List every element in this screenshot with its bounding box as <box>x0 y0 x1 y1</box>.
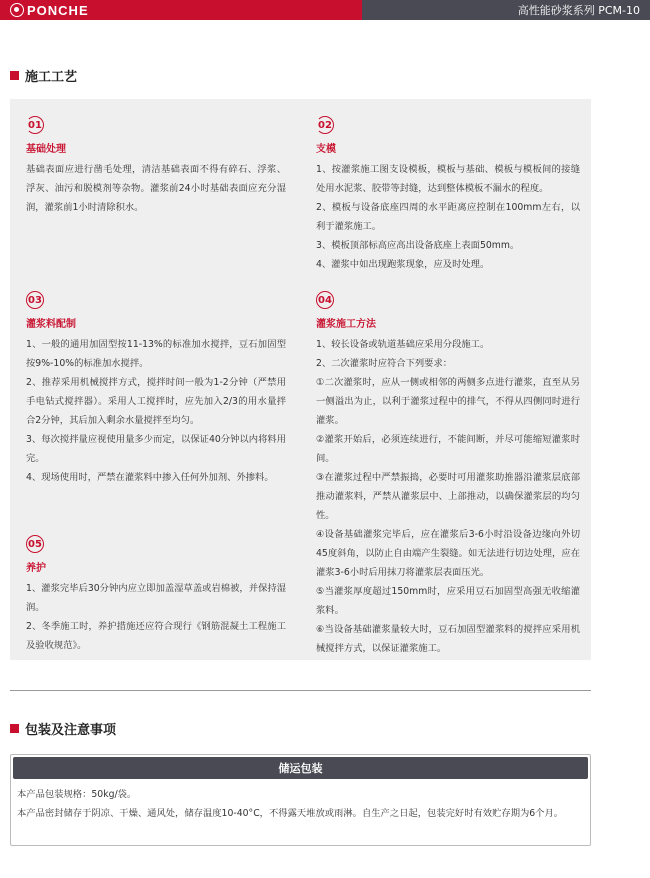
block-line: 基础表面应进行凿毛处理，清洁基础表面不得有碎石、浮浆、浮灰、油污和脱模剂等杂物。灌浆前24小时基础表面应充分湿润，灌浆前1小时清除积水。 <box>26 164 286 213</box>
block-text <box>26 160 286 217</box>
block-title: 基础处理 <box>26 144 66 155</box>
step-number-05: 05 <box>26 535 44 553</box>
block-title: 养护 <box>26 563 46 574</box>
block-curing <box>26 535 286 655</box>
block-grouting-method <box>316 291 580 658</box>
section-divider <box>10 690 591 691</box>
block-title: 支模 <box>316 144 336 155</box>
step-number-02: 02 <box>316 116 334 134</box>
block-line: 2、推荐采用机械搅拌方式，搅拌时间一般为1-2分钟（严禁用手电钻式搅拌器）。采用人工搅拌时，应先加入2/3的用水量拌合2分钟，其后加入剩余水量搅拌至均匀。 <box>26 377 286 426</box>
block-line: 2、二次灌浆时应符合下列要求： <box>316 358 453 369</box>
block-line: 1、灌浆完毕后30分钟内应立即加盖湿草盖或岩棉被，并保持湿润。 <box>26 583 286 613</box>
series-label: 高性能砂浆系列 PCM-10 <box>362 0 650 20</box>
block-line: 1、一般的通用加固型按11-13%的标准加水搅拌，豆石加固型按9%-10%的标准加水搅拌。 <box>26 339 286 369</box>
packaging-box-title: 储运包装 <box>13 757 588 779</box>
packaging-box <box>10 754 591 846</box>
section-square-icon <box>10 71 19 80</box>
block-line: 4、灌浆中如出现跑浆现象，应及时处理。 <box>316 259 490 270</box>
block-title: 灌浆施工方法 <box>316 319 376 330</box>
packaging-line: 本产品包装规格：50kg/袋。 <box>17 789 137 800</box>
block-line: ⑥当设备基础灌浆量较大时，豆石加固型灌浆料的搅拌应采用机械搅拌方式，以保证灌浆施工。 <box>316 624 580 654</box>
block-line: 2、冬季施工时，养护措施还应符合现行《钢筋混凝土工程施工及验收规范》。 <box>26 621 286 651</box>
block-text <box>26 335 286 487</box>
brand-logo-text: PONCHE <box>27 2 89 18</box>
block-line: 3、模板顶部标高应高出设备底座上表面50mm。 <box>316 240 520 251</box>
section-square-icon <box>10 724 19 733</box>
block-line: ②灌浆开始后，必须连续进行，不能间断，并尽可能缩短灌浆时间。 <box>316 434 580 464</box>
block-formwork <box>316 116 580 274</box>
packaging-section-title <box>10 719 116 738</box>
packaging-line: 本产品密封储存于阴凉、干燥、通风处，储存温度10-40°C，不得露天堆放或雨淋。自生产之日起，包装完好时有效贮存期为6个月。 <box>17 808 564 819</box>
brand-bar <box>0 0 362 20</box>
block-text <box>316 160 580 274</box>
block-base-treatment <box>26 116 286 217</box>
construction-panel <box>10 99 591 660</box>
block-line: 3、每次搅拌量应视使用量多少而定，以保证40分钟以内将料用完。 <box>26 434 286 464</box>
step-number-01: 01 <box>26 116 44 134</box>
block-line: 1、按灌浆施工图支设模板，模板与基础、模板与模板间的接缝处用水泥浆、胶带等封缝，达到整体模板不漏水的程度。 <box>316 164 580 194</box>
block-title: 灌浆料配制 <box>26 319 76 330</box>
construction-section-title <box>10 66 77 85</box>
packaging-text <box>11 781 590 827</box>
block-text <box>316 335 580 658</box>
construction-title-text: 施工工艺 <box>25 70 78 85</box>
step-number-04: 04 <box>316 291 334 309</box>
ponche-logo-icon <box>10 3 24 17</box>
block-line: ③在灌浆过程中严禁振捣，必要时可用灌浆助推器沿灌浆层底部推动灌浆料，严禁从灌浆层中、上部推动，以确保灌浆层的均匀性。 <box>316 472 580 521</box>
block-line: 2、模板与设备底座四周的水平距离应控制在100mm左右，以利于灌浆施工。 <box>316 202 580 232</box>
block-grout-mixing <box>26 291 286 487</box>
block-line: ①二次灌浆时，应从一侧或相邻的两侧多点进行灌浆，直至从另一侧溢出为止，以利于灌浆过程中的排气，不得从四侧同时进行灌浆。 <box>316 377 580 426</box>
block-line: ④设备基础灌浆完毕后，应在灌浆后3-6小时沿设备边缘向外切45度斜角，以防止自由端产生裂缝。如无法进行切边处理，应在灌浆3-6小时后用抹刀将灌浆层表面压光。 <box>316 529 580 578</box>
page-header <box>0 0 650 20</box>
packaging-title-text: 包装及注意事项 <box>25 723 117 738</box>
block-line: 1、较长设备或轨道基础应采用分段施工。 <box>316 339 490 350</box>
block-line: 4、现场使用时，严禁在灌浆料中掺入任何外加剂、外掺料。 <box>26 472 274 483</box>
block-text <box>26 579 286 655</box>
block-line: ⑤当灌浆厚度超过150mm时，应采用豆石加固型高强无收缩灌浆料。 <box>316 586 580 616</box>
step-number-03: 03 <box>26 291 44 309</box>
